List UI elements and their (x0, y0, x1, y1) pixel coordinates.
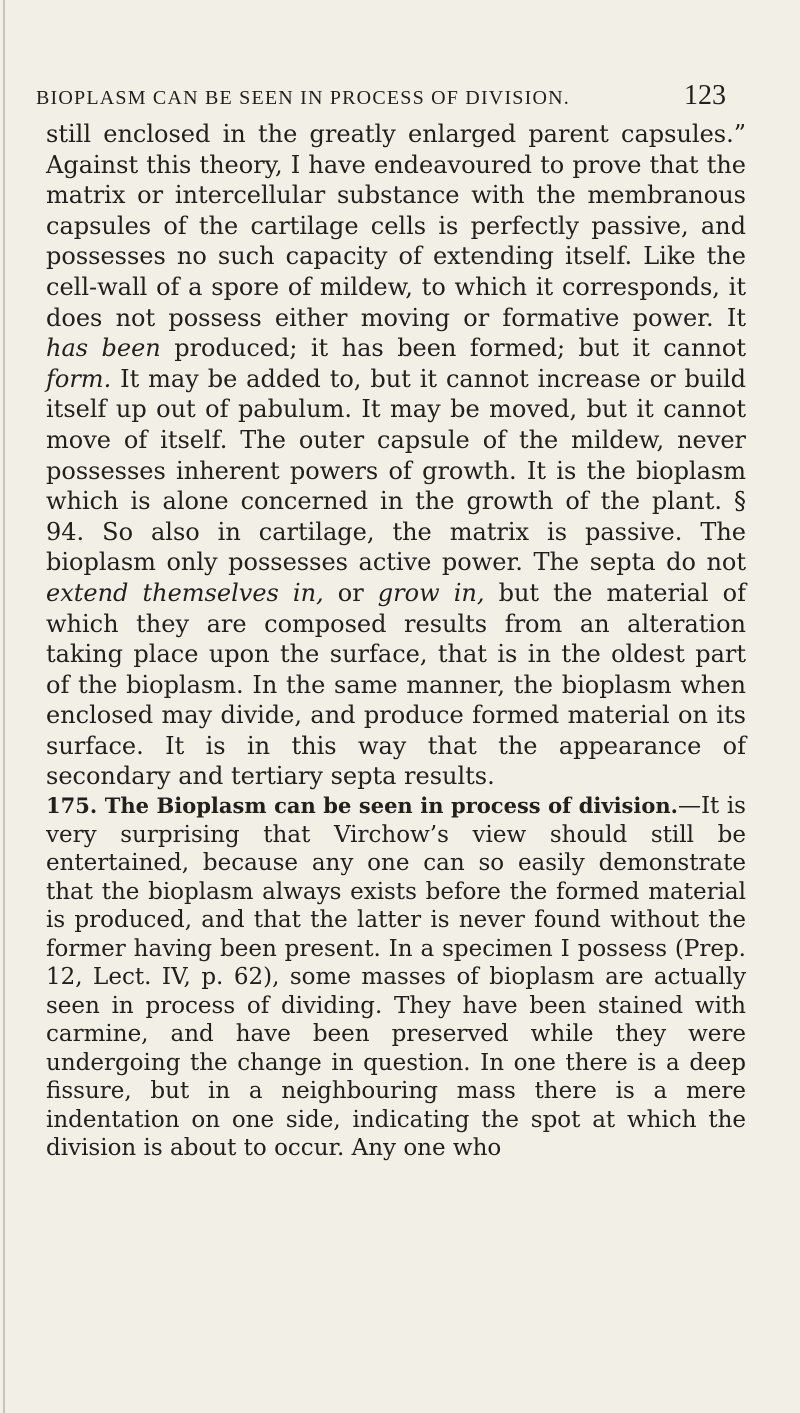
body-text (46, 119, 746, 1163)
para1-text-2: produced; it has been formed; but it cannot (160, 334, 746, 363)
page-edge-shadow (3, 0, 5, 1413)
para1-emphasis-1: has been (46, 334, 161, 363)
para1-emphasis-3: extend themselves in, (46, 578, 324, 607)
para1-text-1: still enclosed in the greatly enlarged parent capsules.” Against this theory, I have endeavoured to prove that the matrix or intercellular substance with the membranous capsules of the cartilage cells is perfectly passive, and possesses no such capacity of extending itself. Like the cell-wall of a spore of mildew, to which it corresponds, it does not possess either moving or formative power. It (46, 120, 746, 332)
section-body: —It is very surprising that Virchow’s view should still be entertained, because any one can so easily demonstrate that the bioplasm always exists before the formed material is produced, and that the latter is never found without the former having been present. In a specimen I possess (Prep. 12, Lect. IV, p. 62), some masses of bioplasm are actually seen in process of dividing. They have been stained with carmine, and have been preserved while they were undergoing the change in question. In one there is a deep fissure, but in a neighbouring mass there is a mere indentation on one side, indicating the spot at which the division is about to occur. Any one who (46, 793, 746, 1162)
section-number: 175. (46, 793, 98, 819)
paragraph-1 (46, 119, 746, 792)
running-head: BIOPLASM CAN BE SEEN IN PROCESS OF DIVISION. (36, 87, 570, 109)
para1-text-3: It may be added to, but it cannot increase or build itself up out of pabulum. It may be moved, but it cannot move of itself. The outer capsule of the mildew, never possesses inherent powers of growth. It is the bioplasm which is alone concerned in the growth of the plant. § 94. So also in cartilage, the matrix is passive. The bioplasm only possesses active power. The septa do not (46, 364, 746, 577)
para1-text-5: but the material of which they are composed results from an alteration taking place upon the surface, that is in the oldest part of the bioplasm. In the same manner, the bioplasm when enclosed may divide, and produce formed material on its surface. It is in this way that the appearance of secondary and tertiary septa results. (46, 578, 746, 791)
section-175-paragraph (46, 792, 746, 1163)
section-title: The Bioplasm can be seen in process of division. (104, 793, 678, 819)
para1-emphasis-4: grow in, (377, 578, 485, 607)
para1-emphasis-2: form. (46, 364, 112, 393)
para1-text-4: or (323, 578, 378, 607)
page-number: 123 (684, 80, 726, 111)
page-header (36, 80, 726, 112)
